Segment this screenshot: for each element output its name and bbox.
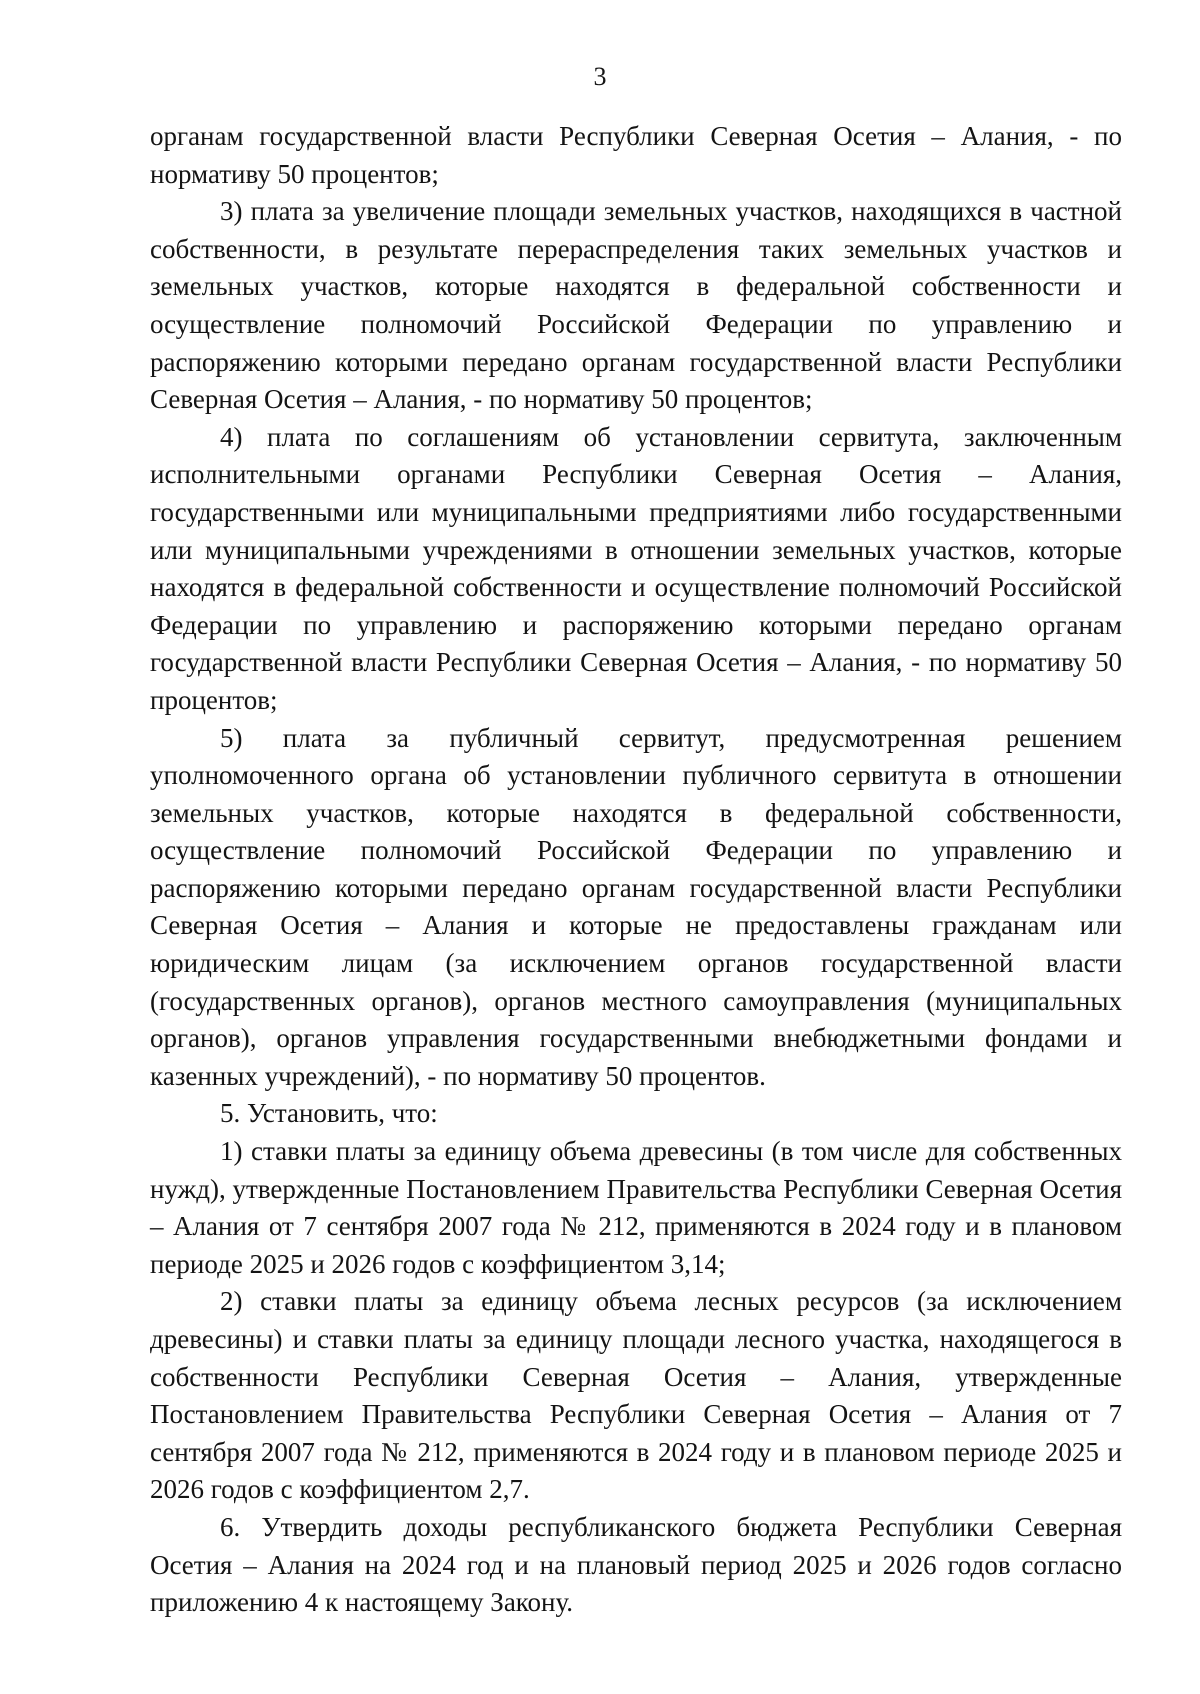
paragraph-section-5-item-2: 2) ставки платы за единицу объема лесных ресурсов (за исключением древесины) и ставки платы за единицу площади лесного участка, находящегося в собственности Республики Северная Осетия – Алания, утвержденные Постановлением Правительства Республики Северная Осетия – Алания от 7 сентября 2007 года № 212, применяются в 2024 году и в плановом периоде 2025 и 2026 годов с коэффициентом 2,7.: [150, 1286, 1122, 1505]
paragraph-item-3: 3) плата за увеличение площади земельных участков, находящихся в частной собственности, в результате перераспределения таких земельных участков и земельных участков, которые находятся в федеральной собственности и осуществление полномочий Российской Федерации по управлению и распоряжению которыми передано органам государственной власти Республики Северная Осетия – Алания, - по нормативу 50 процентов;: [150, 196, 1122, 415]
paragraph-item-4: 4) плата по соглашениям об установлении сервитута, заключенным исполнительными органами Республики Северная Осетия – Алания, государственными или муниципальными предприятиями либо государственными или муниципальными учреждениями в отношении земельных участков, которые находятся в федеральной собственности и осуществление полномочий Российской Федерации по управлению и распоряжению которыми передано органам государственной власти Республики Северная Осетия – Алания, - по нормативу 50 процентов;: [150, 421, 1122, 715]
paragraph-section-6: 6. Утвердить доходы республиканского бюджета Республики Северная Осетия – Алания на 2024 год и на плановый период 2025 и 2026 годов согласно приложению 4 к настоящему Закону.: [150, 1511, 1122, 1618]
page-number: 3: [593, 62, 607, 91]
paragraph-item-5: 5) плата за публичный сервитут, предусмотренная решением уполномоченного органа об установлении публичного сервитута в отношении земельных участков, которые находятся в федеральной собственности, осуществление полномочий Российской Федерации по управлению и распоряжению которыми передано органам государственной власти Республики Северная Осетия – Алания и которые не предоставлены гражданам или юридическим лицам (за исключением органов государственной власти (государственных органов), органов местного самоуправления (муниципальных органов), органов управления государственными внебюджетными фондами и казенных учреждений), - по нормативу 50 процентов.: [150, 722, 1122, 1091]
paragraph-section-5: 5. Установить, что:: [220, 1098, 438, 1129]
paragraph-continuation: органам государственной власти Республики Северная Осетия – Алания, - по нормативу 50 процентов;: [150, 121, 1122, 189]
paragraph-section-5-item-1: 1) ставки платы за единицу объема древесины (в том числе для собственных нужд), утвержденные Постановлением Правительства Республики Северная Осетия – Алания от 7 сентября 2007 года № 212, применяются в 2024 году и в плановом периоде 2025 и 2026 годов с коэффициентом 3,14;: [150, 1136, 1122, 1279]
document-body: [150, 118, 1122, 1622]
